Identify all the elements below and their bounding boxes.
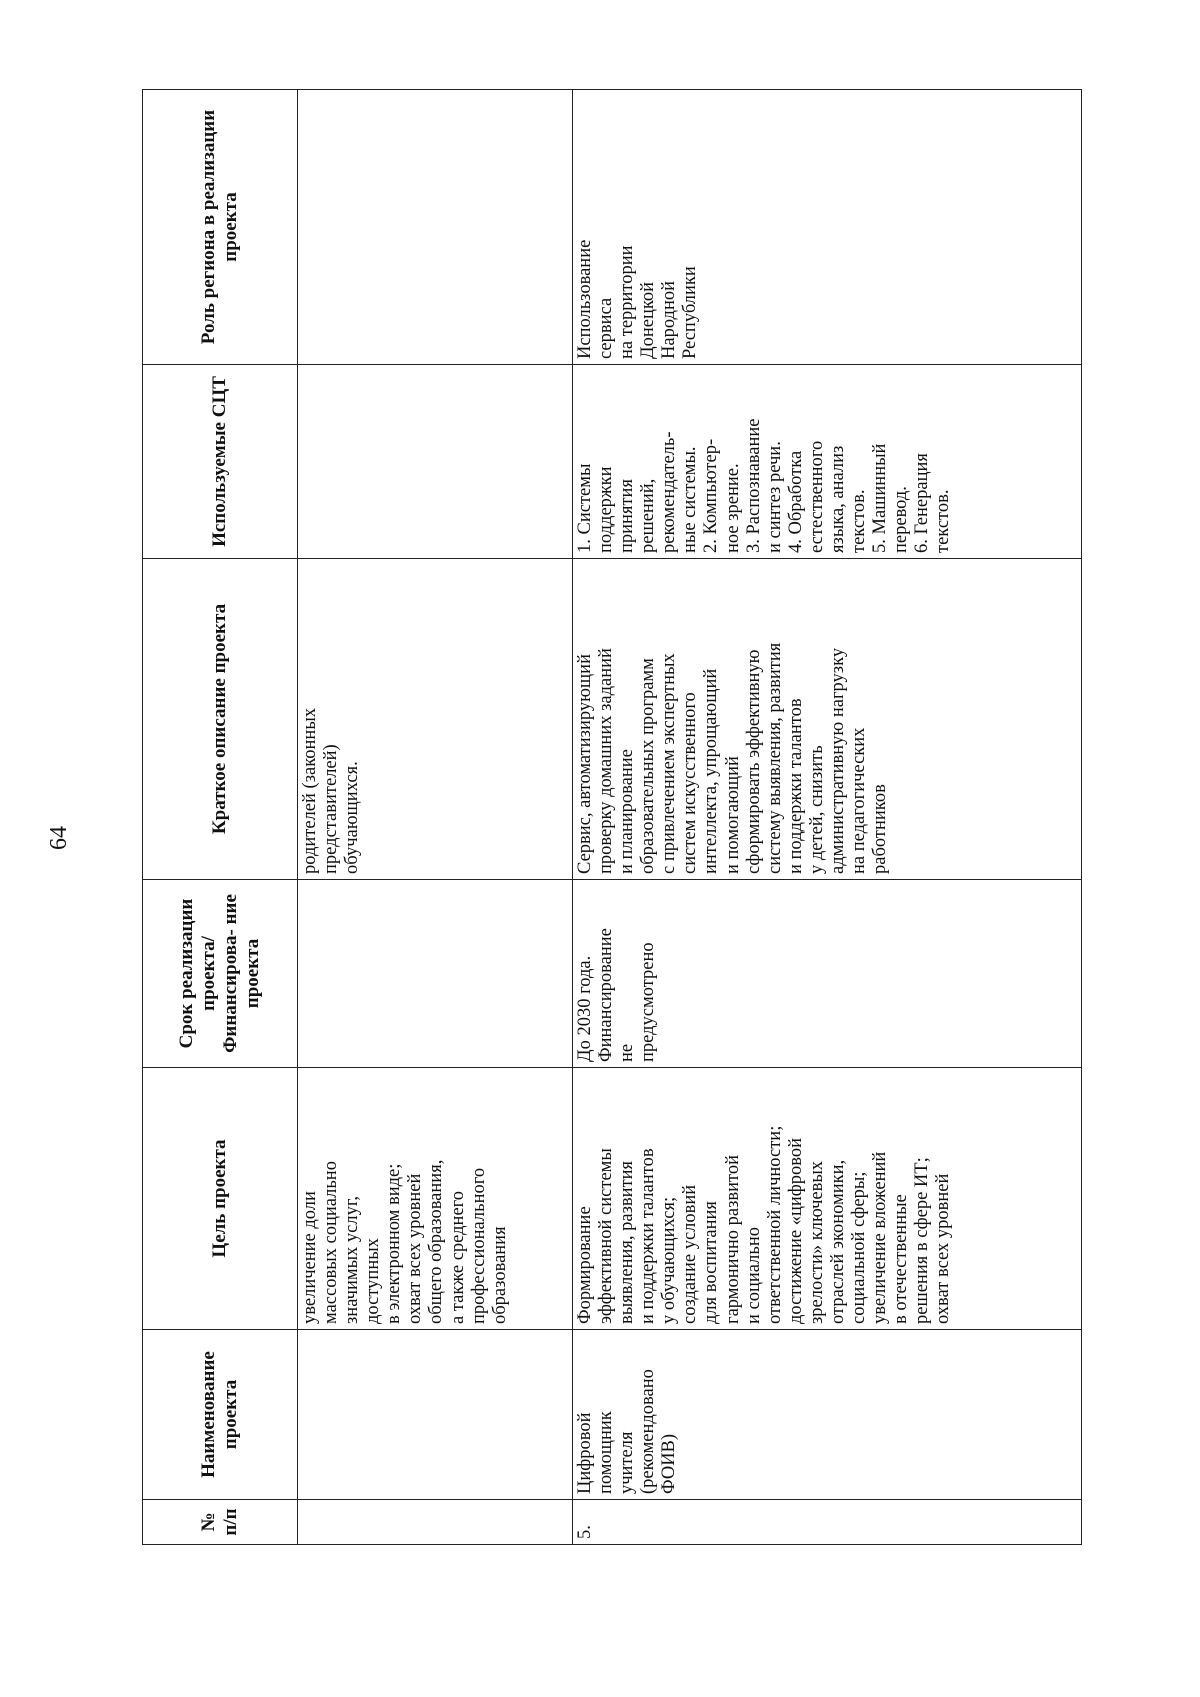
rotated-table-container	[142, 90, 1082, 1545]
cell-goal: Формирование эффективной системы выявления, развития и поддержки талантов у обучающихся; создание условий для воспитания гармонично развитой и социально ответственной личности; достижение «цифровой зрелости» ключевых отраслей экономики, социальной сферы; увеличение вложений в отечественные решения в сфере ИТ; охват всех уровней	[573, 1068, 1082, 1330]
cell-term	[298, 880, 573, 1068]
cell-goal: увеличение доли массовых социально значимых услуг, доступных в электронном виде; охват всех уровней общего образования, а также среднего профессионального образования	[298, 1068, 573, 1330]
header-name: Наименование проекта	[143, 1330, 298, 1500]
cell-num: 5.	[573, 1500, 1082, 1545]
cell-technologies: 1. Системы поддержки принятия решений, рекомендатель- ные системы. 2. Компьютер- ное зрение. 3. Распознавание и синтез речи. 4. Обработка естественного языка, анализ текстов. 5. Машинный перевод. 6. Генерация текстов.	[573, 365, 1082, 559]
table-row	[298, 90, 573, 1545]
cell-name: Цифровой помощник учителя (рекомендовано ФОИВ)	[573, 1330, 1082, 1500]
cell-name	[298, 1330, 573, 1500]
table-header-row	[143, 90, 298, 1545]
header-term: Срок реализации проекта/ Финансирова- ние проекта	[143, 880, 298, 1068]
cell-num	[298, 1500, 573, 1545]
cell-technologies	[298, 365, 573, 559]
header-region-role: Роль региона в реализации проекта	[143, 90, 298, 365]
cell-description: родителей (законных представителей) обучающихся.	[298, 559, 573, 880]
cell-term: До 2030 года. Финансирование не предусмотрено	[573, 880, 1082, 1068]
header-goal: Цель проекта	[143, 1068, 298, 1330]
header-technologies: Используемые СЦТ	[143, 365, 298, 559]
cell-region-role: Использование сервиса на территории Донецкой Народной Республики	[573, 90, 1082, 365]
cell-region-role	[298, 90, 573, 365]
cell-description: Сервис, автоматизирующий проверку домашних заданий и планирование образовательных программ с привлечением экспертных систем искусственного интеллекта, упрощающий и помогающий сформировать эффективную систему выявления, развития и поддержки талантов у детей, снизить административную нагрузку на педагогических работников	[573, 559, 1082, 880]
header-description: Краткое описание проекта	[143, 559, 298, 880]
table-row	[573, 90, 1082, 1545]
header-num: № п/п	[143, 1500, 298, 1545]
projects-table	[142, 89, 1082, 1545]
page-number: 64	[46, 826, 72, 850]
